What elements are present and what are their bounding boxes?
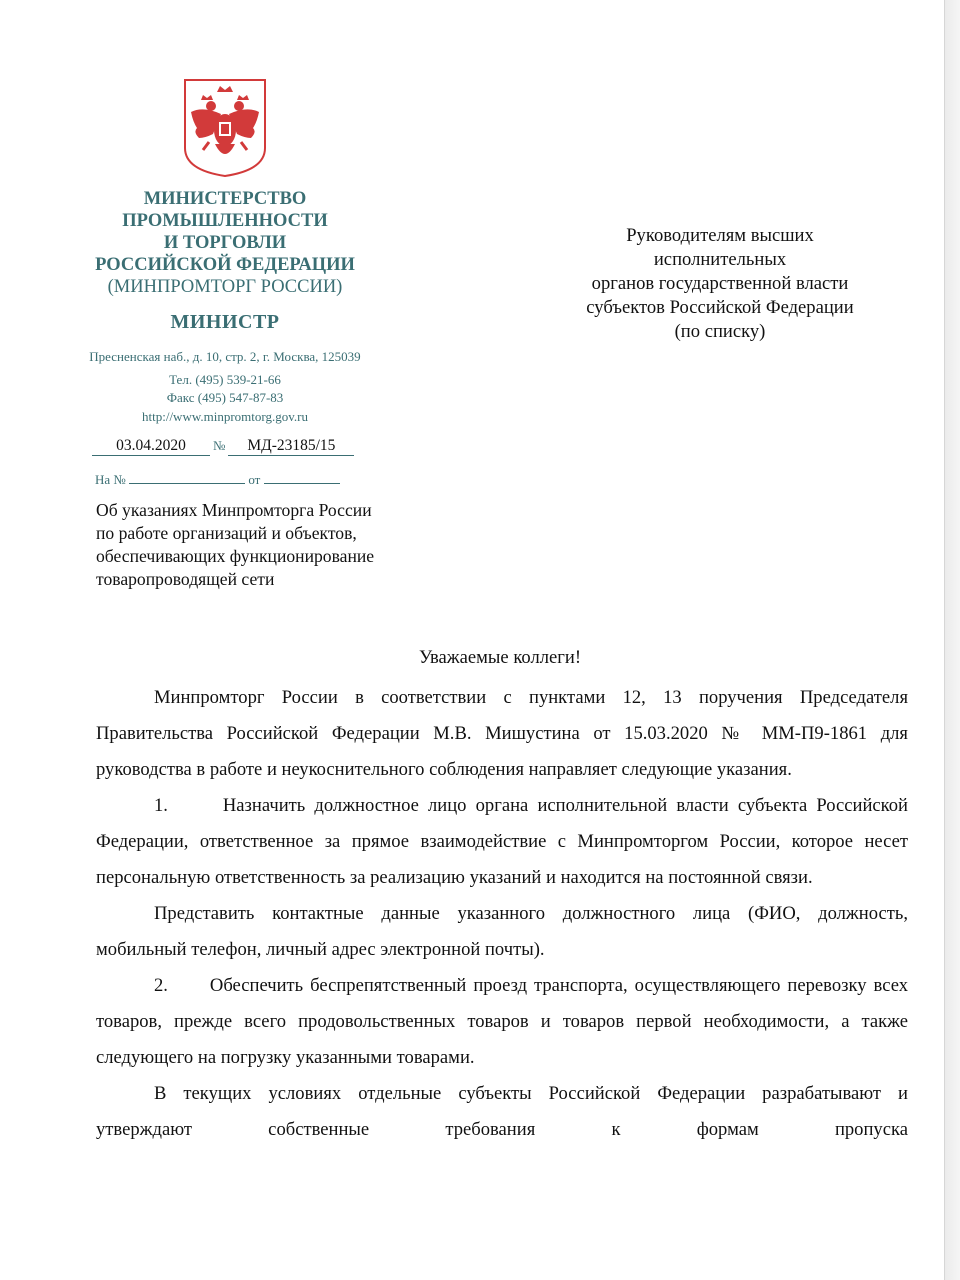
body-paragraph: 1. Назначить должностное лицо органа исполнительной власти субъекта Российской Федерации, ответственное за прямое взаимодействие с Минпромторгом России, которое несет персональную ответственность за реализацию указаний и находится на постоянной связи. bbox=[96, 795, 908, 888]
ministry-name-line-3: И ТОРГОВЛИ bbox=[163, 233, 287, 253]
page-edge bbox=[944, 0, 960, 1280]
letter-body bbox=[96, 680, 908, 1148]
russian-coat-of-arms-icon bbox=[183, 78, 267, 178]
registration-line bbox=[92, 437, 354, 456]
position-title: МИНИСТР bbox=[170, 311, 280, 333]
ministry-website: http://www.minpromtorg.gov.ru bbox=[142, 409, 308, 424]
ministry-short-name: (МИНПРОМТОРГ РОССИИ) bbox=[107, 277, 343, 297]
subject-line: по работе организаций и объектов, bbox=[96, 523, 357, 543]
subject-line: товаропроводящей сети bbox=[96, 569, 275, 589]
ministry-name-line-2: ПРОМЫШЛЕННОСТИ bbox=[122, 211, 328, 231]
addressee-line: Руководителям высших bbox=[626, 225, 814, 246]
ministry-fax: Факс (495) 547-87-83 bbox=[166, 390, 284, 405]
registration-date: 03.04.2020 bbox=[92, 437, 210, 456]
ministry-address: Пресненская наб., д. 10, стр. 2, г. Москва, 125039 bbox=[89, 349, 361, 364]
addressee-line: органов государственной власти bbox=[591, 273, 849, 294]
reference-number-label: На № bbox=[95, 472, 126, 487]
subject-line: обеспечивающих функционирование bbox=[96, 546, 375, 566]
addressee-line: субъектов Российской Федерации bbox=[586, 297, 854, 318]
body-paragraph: Минпромторг России в соответствии с пунктами 12, 13 поручения Председателя Правительства Российской Федерации М.В. Мишустина от 15.03.2020 № ММ-П9-1861 для руководства в работе и неукоснительного соблюдения направляет следующие указания. bbox=[96, 687, 908, 780]
subject-line: Об указаниях Минпромторга России bbox=[96, 500, 372, 520]
ministry-phone: Тел. (495) 539-21-66 bbox=[169, 372, 281, 387]
registration-number-label: № bbox=[213, 438, 226, 453]
reference-date-blank bbox=[264, 471, 340, 484]
salutation: Уважаемые коллеги! bbox=[418, 647, 582, 668]
reference-number-blank bbox=[129, 471, 245, 484]
body-paragraph: В текущих условиях отдельные субъекты Российской Федерации разрабатывают и утверждают собственные требования к формам пропуска bbox=[96, 1083, 908, 1140]
body-paragraph: 2. Обеспечить беспрепятственный проезд транспорта, осуществляющего перевозку всех товаров, прежде всего продовольственных товаров и товаров первой необходимости, а также следующего на погрузку указанными товарами. bbox=[96, 975, 908, 1068]
registration-number: МД-23185/15 bbox=[228, 437, 354, 456]
reference-date-label: от bbox=[248, 472, 261, 487]
addressee-line: исполнительных bbox=[653, 249, 787, 270]
ministry-name-line-1: МИНИСТЕРСТВО bbox=[143, 189, 307, 209]
body-paragraph: Представить контактные данные указанного должностного лица (ФИО, должность, мобильный телефон, личный адрес электронной почты). bbox=[96, 903, 908, 960]
letter-subject bbox=[96, 499, 436, 591]
ministry-name-line-4: РОССИЙСКОЙ ФЕДЕРАЦИИ bbox=[95, 255, 355, 275]
reference-line bbox=[95, 471, 340, 488]
addressee-line: (по списку) bbox=[674, 321, 766, 342]
addressee-block bbox=[530, 224, 910, 344]
